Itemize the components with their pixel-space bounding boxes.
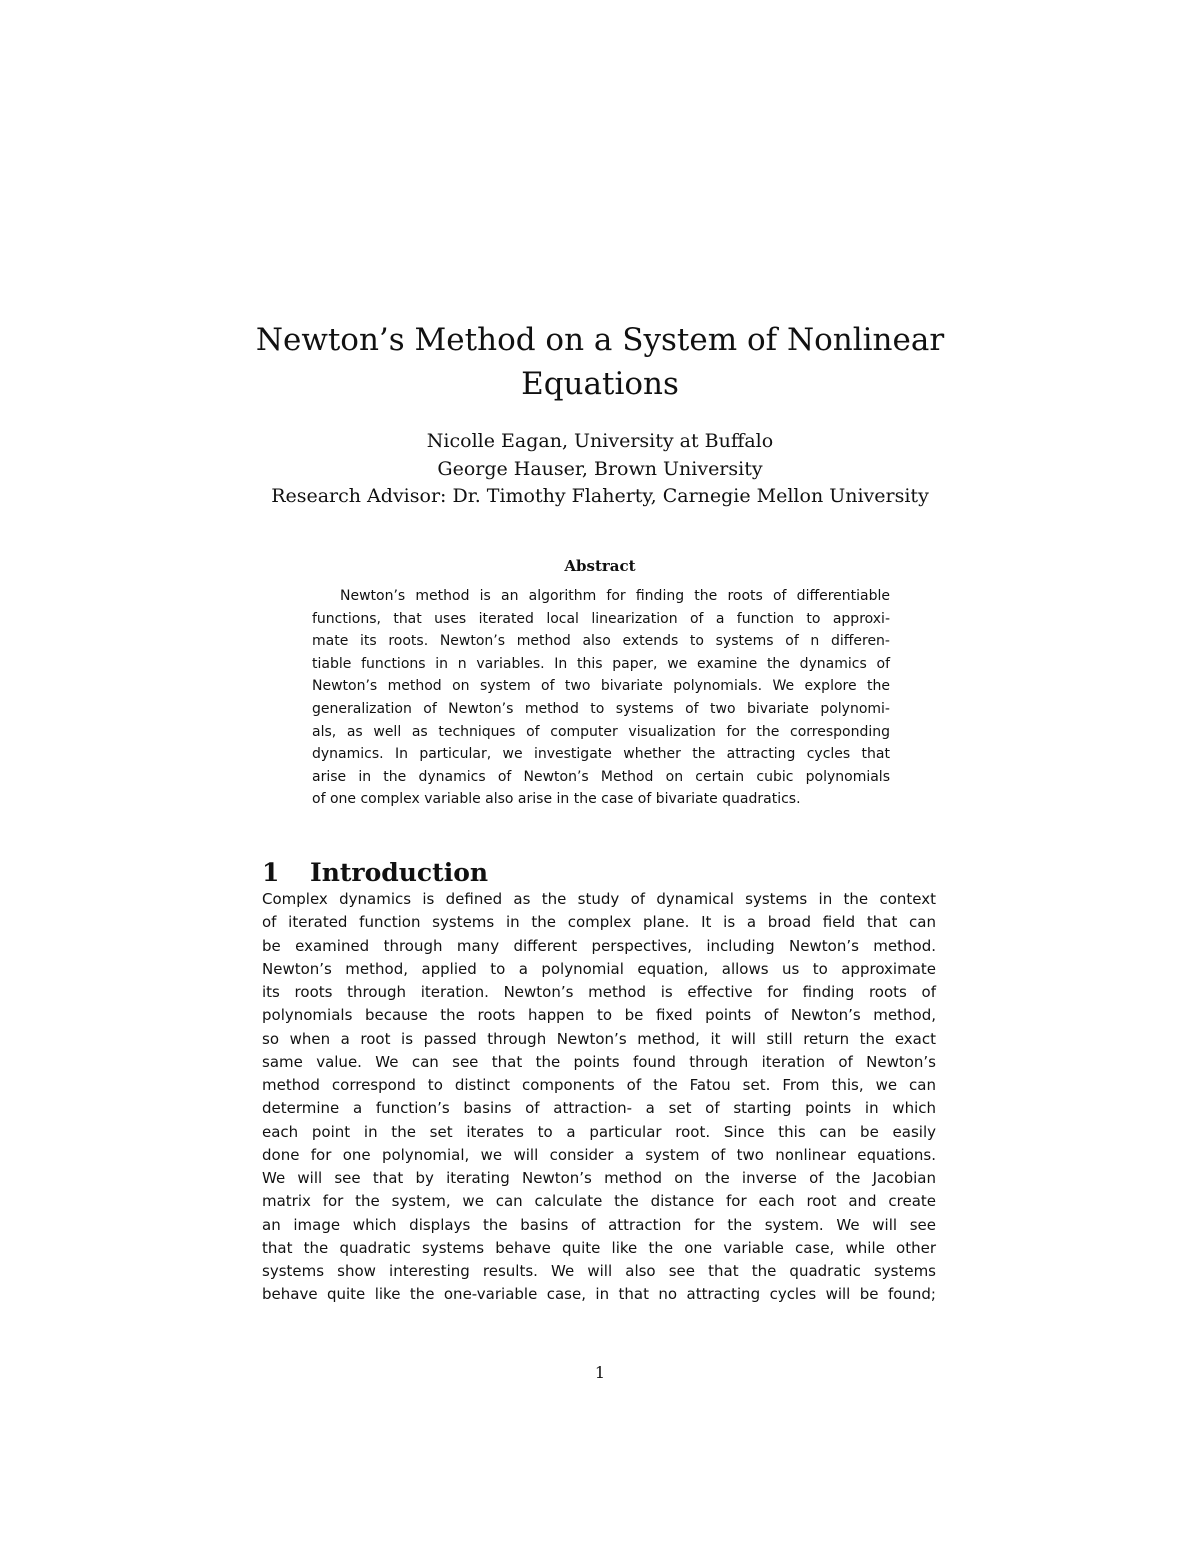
page-number: 1 [594,1363,606,1382]
section-heading [262,855,942,891]
body-line: We will see that by iterating Newton’s method on the inverse of the Jacobian [262,1169,936,1187]
title-line-2: Equations [521,366,679,402]
body-line: of iterated function systems in the complex plane. It is a broad field that can [262,913,936,932]
section-number: 1 [262,857,280,887]
body-line: its roots through iteration. Newton’s method is effective for finding roots of [262,983,936,1001]
author-block [200,428,1000,511]
abstract-heading: Abstract [564,557,636,575]
body-line: matrix for the system, we can calculate the distance for each root and create [262,1192,936,1211]
body-line: determine a function’s basins of attraction- a set of starting points in which [262,1099,936,1118]
title-line-1: Newton’s Method on a System of Nonlinear [255,322,945,358]
body-line: each point in the set iterates to a particular root. Since this can be easily [262,1122,936,1141]
abstract-line: of one complex variable also arise in the case of bivariate quadratics. [312,791,801,808]
body-line: polynomials because the roots happen to be fixed points of Newton’s method, [262,1006,936,1025]
body-line: that the quadratic systems behave quite like the one variable case, while other [262,1238,936,1257]
paper-title [200,318,1000,406]
body-line: same value. We can see that the points found through iteration of Newton’s [262,1052,936,1071]
author-line-2: George Hauser, Brown University [437,457,763,480]
abstract-line: tiable functions in n variables. In this paper, we examine the dynamics of [312,655,890,672]
abstract-line: generalization of Newton’s method to systems of two bivariate polynomi- [312,700,890,717]
section-body [262,888,936,1307]
abstract-line: arise in the dynamics of Newton’s Method on certain cubic polynomials [312,768,890,785]
section-title: Introduction [310,857,489,887]
body-line: behave quite like the one-variable case, in that no attracting cycles will be found; [262,1285,936,1304]
abstract-line: functions, that uses iterated local linearization of a function to approxi- [312,610,890,627]
body-line: Complex dynamics is defined as the study of dynamical systems in the context [262,890,936,908]
abstract-line: Newton’s method on system of two bivariate polynomials. We explore the [312,678,890,695]
body-line: done for one polynomial, we will consider a system of two nonlinear equations. [262,1145,936,1164]
abstract-line: dynamics. In particular, we investigate whether the attracting cycles that [312,746,890,763]
body-line: Newton’s method, applied to a polynomial equation, allows us to approximate [262,959,936,978]
body-line: so when a root is passed through Newton’s method, it will still return the exact [262,1029,936,1048]
body-line: be examined through many different perspectives, including Newton’s method. [262,936,936,955]
abstract-line: mate its roots. Newton’s method also extends to systems of n differen- [312,633,890,650]
abstract-line: als, as well as techniques of computer visualization for the corresponding [312,723,890,740]
body-line: systems show interesting results. We will also see that the quadratic systems [262,1262,936,1280]
author-line-advisor: Research Advisor: Dr. Timothy Flaherty, Carnegie Mellon University [271,485,929,507]
abstract-line: Newton’s method is an algorithm for finding the roots of differentiable [340,588,890,604]
body-line: an image which displays the basins of attraction for the system. We will see [262,1215,936,1234]
author-line-1: Nicolle Eagan, University at Buffalo [426,430,774,452]
abstract-body [312,585,890,811]
body-line: method correspond to distinct components of the Fatou set. From this, we can [262,1076,936,1094]
